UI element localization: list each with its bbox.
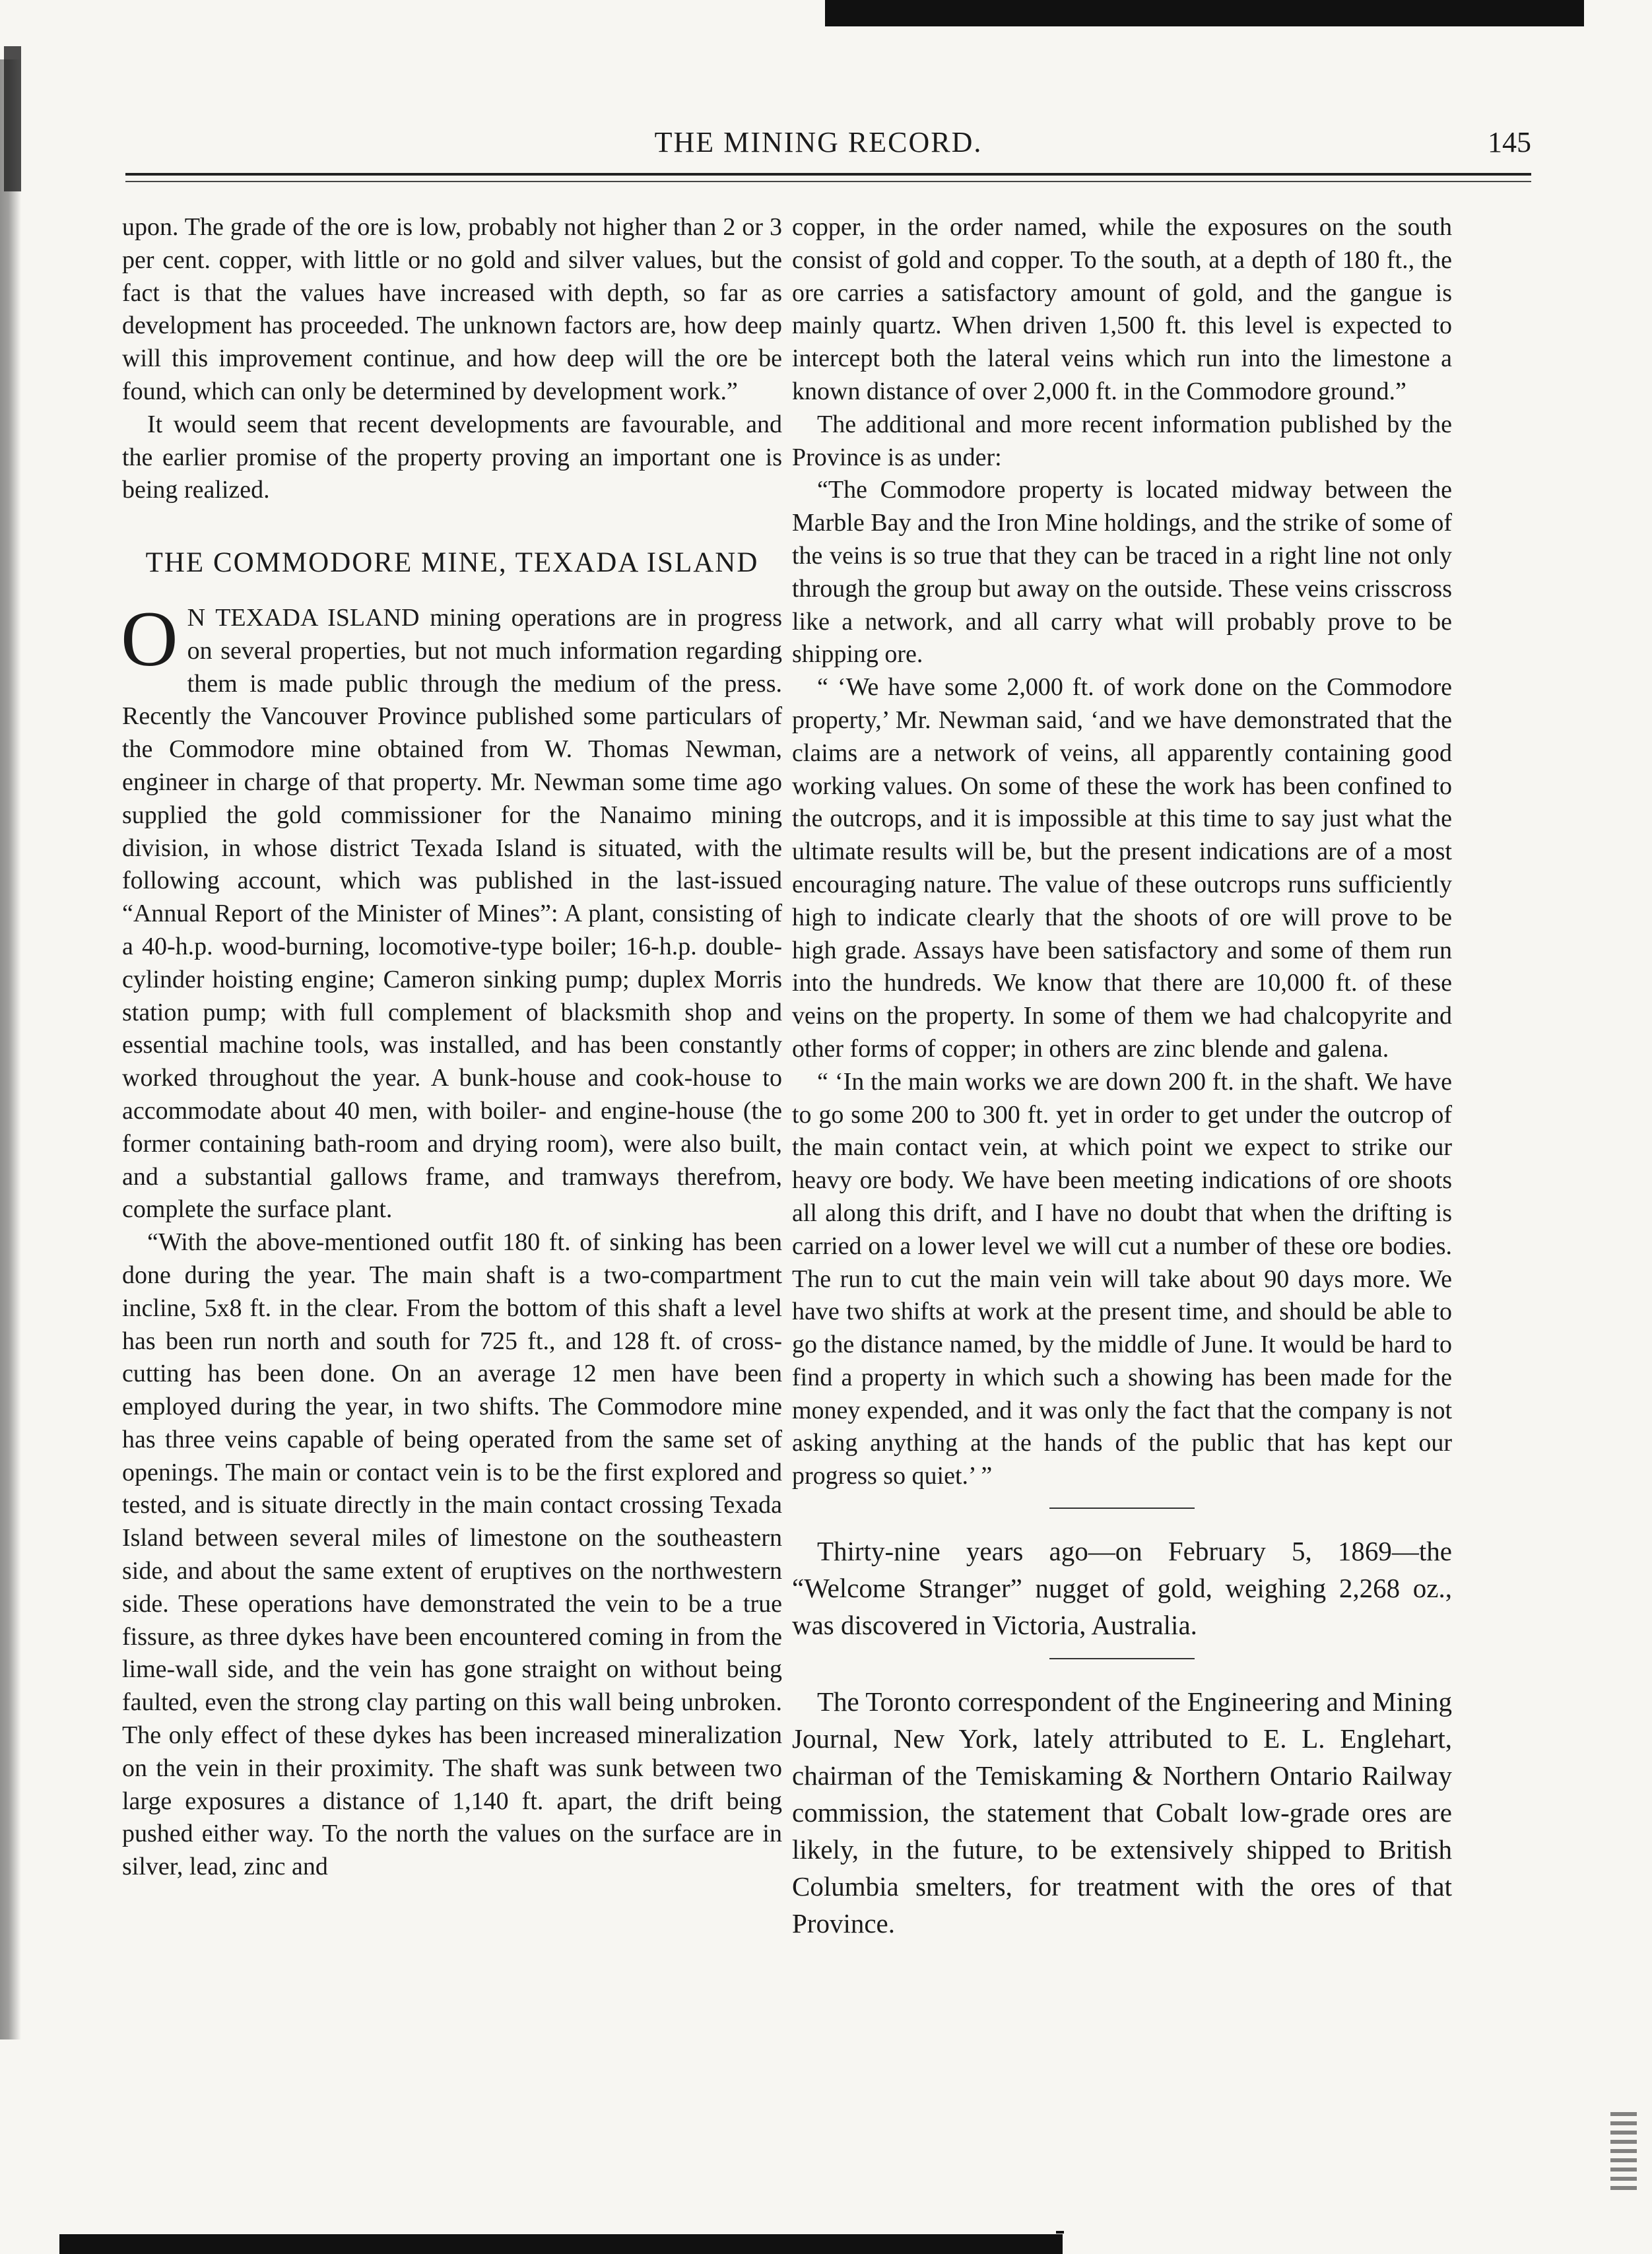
bottom-edge-tick bbox=[1056, 2231, 1064, 2234]
paragraph: upon. The grade of the ore is low, probably not higher than 2 or 3 per cent. copper, with little or no gold and silver values, but the fact is that the values have increased with depth, so far as development has proceeded. The unknown factors are, how deep will this improvement continue, and how deep will the ore be found, which can only be determined by development work.” bbox=[122, 213, 782, 405]
header-rule-thin bbox=[125, 181, 1531, 182]
article-lead bbox=[121, 594, 782, 1226]
news-note: The Toronto correspondent of the Engineering and Mining Journal, New York, lately attributed to E. L. Englehart, chairman of the Temiskaming & Northern Ontario Railway commission, the statement that Cobalt low-grade ores are likely, in the future, to be extensively shipped to British Columbia smelters, for treatment with the ores of that Province. bbox=[792, 1686, 1452, 1939]
right-column bbox=[792, 211, 1452, 1942]
paragraph: It would seem that recent developments are favourable, and the earlier promise of the property proving an important one is being realized. bbox=[122, 410, 782, 504]
bottom-edge-bar bbox=[59, 2234, 1063, 2254]
top-edge-bar bbox=[825, 0, 1584, 26]
paragraph: “ ‘In the main works we are down 200 ft. in the shaft. We have to go some 200 to 300 ft. yet in order to get under the outcrop of the main contact vein, at which point we expect to strike our heavy ore body. We have been meeting indications of ore shoots all along this drift, and I have no doubt that when the drifting is carried on a lower level we will cut a number of these ore bodies. The run to cut the main vein will take about 90 days more. We have two shifts at work at the present time, and should be able to go the distance named, by the middle of June. It would be hard to find a property in which such a showing has been made for the money expended, and it was only the fact that the company is not asking anything at the hands of the public that has kept our progress so quiet.’ ” bbox=[792, 1067, 1452, 1490]
news-note: Thirty-nine years ago—on February 5, 1869—the “Welcome Stranger” nugget of gold, weighing 2,268 oz., was discovered in Victoria, Australia. bbox=[792, 1536, 1452, 1641]
section-divider bbox=[1049, 1658, 1195, 1659]
page-number: 145 bbox=[1488, 126, 1531, 158]
lead-text: N TEXADA ISLAND mining operations are in progress on several properties, but not much information regarding them is made public through the medium of the press. Recently the Vancouver Province published some particulars of the Commodore mine obtained from W. Thomas Newman, engineer in charge of that property. Mr. Newman some time ago supplied the gold commissioner for the Nanaimo mining division, in whose district Texada Island is situated, with the following account, which was published in the last-issued “Annual Report of the Minister of Mines”: A plant, consisting of a 40-h.p. wood-burning, locomotive-type boiler; 16-h.p. double-cylinder hoisting engine; Cameron sinking pump; duplex Morris station pump; with full complement of blacksmith shop and essential machine tools, was installed, and has been constantly worked throughout the year. A bunk-house and cook-house to accommodate about 40 men, with boiler- and engine-house (the former containing bath-room and drying room), were also built, and a substantial gallows frame, and tramways therefrom, complete the surface plant. bbox=[122, 603, 782, 1224]
paragraph: The additional and more recent information published by the Province is as under: bbox=[792, 410, 1452, 471]
running-title: THE MINING RECORD. bbox=[654, 126, 983, 158]
paragraph: copper, in the order named, while the exposures on the south consist of gold and copper. To the south, at a depth of 180 ft., the ore carries a satisfactory amount of gold, and the gangue is mainly quartz. When driven 1,500 ft. this level is expected to intercept both the lateral veins which run into the limestone a known distance of over 2,000 ft. in the Commodore ground.” bbox=[792, 213, 1452, 405]
edge-marks bbox=[1610, 2112, 1637, 2191]
article-heading: THE COMMODORE MINE, TEXADA ISLAND bbox=[145, 547, 759, 579]
paragraph: “With the above-mentioned outfit 180 ft. of sinking has been done during the year. The main shaft is a two-compartment incline, 5x8 ft. in the clear. From the bottom of this shaft a level has been run north and south for 725 ft., and 128 ft. of cross-cutting has been done. On an average 12 men have been employed during the year, in two shifts. The Commodore mine has three veins capable of being operated from the same set of openings. The main or contact vein is to be the first explored and tested, and is situate directly in the main contact crossing Texada Island between several miles of limestone on the southeastern side, and about the same extent of eruptives on the northwestern side. These operations have demonstrated the vein to be a true fissure, as three dykes have been encountered coming in from the lime-wall side, and the vein has gone straight on without being faulted, even the strong clay parting on this wall being unbroken. The only effect of these dykes has been increased mineralization on the vein in their proximity. The shaft was sunk between two large exposures a distance of 1,140 ft. apart, the drift being pushed either way. To the north the values on the surface are in silver, lead, zinc and bbox=[122, 1228, 782, 1881]
page-header bbox=[106, 125, 1531, 165]
paragraph: “ ‘We have some 2,000 ft. of work done on the Commodore property,’ Mr. Newman said, ‘and we have demonstrated that the claims are a network of veins, all apparently containing good working values. On some of these the work has been confined to the outcrops, and it is impossible at this time to say just what the ultimate results will be, but the present indications are of a most encouraging nature. The value of these outcrops runs sufficiently high to indicate clearly that the shoots of ore will prove to be high grade. Assays have been satisfactory and some of them run into the hundreds. We know that there are 10,000 ft. of these veins on the property. In some of them we had chalcopyrite and other forms of copper; in others are zinc blende and galena. bbox=[792, 673, 1452, 1063]
section-divider bbox=[1049, 1508, 1195, 1509]
drop-cap: O bbox=[121, 594, 178, 682]
header-rule bbox=[125, 173, 1531, 176]
binding-edge bbox=[0, 59, 21, 2039]
paragraph: “The Commodore property is located midway between the Marble Bay and the Iron Mine holdings, and the strike of some of the veins is so true that they can be traced in a right line not only through the group but away on the outside. These veins crisscross like a network, and all carry what will probably prove to be shipping ore. bbox=[792, 476, 1452, 669]
binding-mark bbox=[4, 46, 21, 191]
left-column bbox=[122, 211, 782, 1884]
